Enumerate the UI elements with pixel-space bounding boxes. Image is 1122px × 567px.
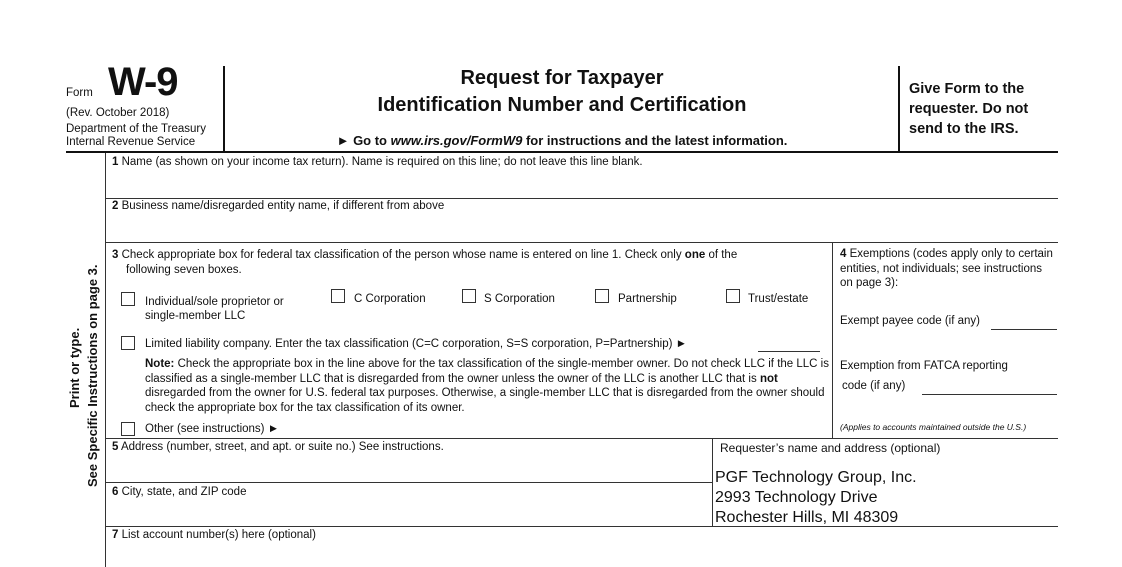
s-corp-checkbox[interactable] bbox=[462, 289, 476, 303]
fatca-input[interactable] bbox=[922, 394, 1057, 395]
fatca-label-line1: Exemption from FATCA reporting bbox=[840, 360, 1008, 372]
line3-bottom bbox=[105, 438, 1058, 439]
trust-checkbox[interactable] bbox=[726, 289, 740, 303]
exempt-payee-label: Exempt payee code (if any) bbox=[840, 315, 980, 327]
form-name: W-9 bbox=[108, 60, 178, 104]
line1-label: 1 Name (as shown on your income tax return). Name is required on this line; do not leave this line blank. bbox=[112, 156, 643, 168]
individual-checkbox[interactable] bbox=[121, 292, 135, 306]
form-title-line2: Identification Number and Certification bbox=[377, 94, 747, 116]
other-label: Other (see instructions) ► bbox=[145, 423, 280, 435]
llc-classification-input[interactable] bbox=[758, 351, 820, 352]
give-form-note: Give Form to the requester. Do not send to the IRS. bbox=[909, 81, 1029, 137]
agency: Internal Revenue Service bbox=[66, 136, 196, 148]
requester-name[interactable]: PGF Technology Group, Inc. bbox=[715, 469, 917, 486]
line6-label: 6 City, state, and ZIP code bbox=[112, 486, 247, 498]
s-corp-label: S Corporation bbox=[484, 293, 555, 305]
line7-label: 7 List account number(s) here (optional) bbox=[112, 529, 316, 541]
side-text-print: Print or type. bbox=[67, 327, 82, 408]
llc-note: Note: Check the appropriate box in the line above for the tax classification of the single-member owner. Do not check LLC if the LLC is classified as a single-member LLC that is disregarded from the owner unless the owner of the LLC is another LLC that is not disregarded from the owner for U.S. federal tax purposes. Otherwise, a single-member LLC that is disregarded from the owner should check the appropriate box for the tax classification of its owner. bbox=[145, 358, 829, 414]
requester-label: Requester’s name and address (optional) bbox=[720, 441, 941, 455]
form-title-line1: Request for Taxpayer bbox=[460, 67, 664, 89]
revision: (Rev. October 2018) bbox=[66, 107, 170, 119]
other-checkbox[interactable] bbox=[121, 422, 135, 436]
goto-suffix: for instructions and the latest information. bbox=[525, 133, 788, 148]
form-label: Form bbox=[66, 87, 93, 99]
partnership-label: Partnership bbox=[618, 293, 677, 305]
header-divider-right bbox=[898, 66, 900, 151]
side-text-instructions: See Specific Instructions on page 3. bbox=[85, 264, 100, 487]
individual-label: Individual/sole proprietor or single-member LLC bbox=[145, 296, 284, 322]
department: Department of the Treasury bbox=[66, 123, 206, 135]
llc-checkbox[interactable] bbox=[121, 336, 135, 350]
line2-label: 2 Business name/disregarded entity name, if different from above bbox=[112, 200, 445, 212]
c-corp-label: C Corporation bbox=[354, 293, 426, 305]
fatca-applies-note: (Applies to accounts maintained outside the U.S.) bbox=[840, 422, 1027, 432]
llc-label: Limited liability company. Enter the tax classification (C=C corporation, S=S corporation, P=Partnership) ► bbox=[145, 338, 688, 350]
goto-prefix: Go to bbox=[353, 133, 387, 148]
header-bottom-rule bbox=[66, 151, 1058, 153]
line1-bottom bbox=[105, 198, 1058, 199]
line3-label: 3 Check appropriate box for federal tax classification of the person whose name is entered on line 1. Check only one of the following seven boxes. bbox=[112, 249, 738, 276]
trust-label: Trust/estate bbox=[748, 293, 809, 305]
irs-link[interactable]: www.irs.gov/FormW9 bbox=[390, 133, 523, 148]
line6-bottom bbox=[105, 526, 1058, 527]
goto-instructions bbox=[225, 133, 899, 148]
requester-street[interactable]: 2993 Technology Drive bbox=[715, 489, 878, 506]
line2-bottom bbox=[105, 242, 1058, 243]
c-corp-checkbox[interactable] bbox=[331, 289, 345, 303]
fatca-label-line2: code (if any) bbox=[842, 380, 906, 392]
partnership-checkbox[interactable] bbox=[595, 289, 609, 303]
side-divider bbox=[105, 153, 106, 567]
line5-label: 5 Address (number, street, and apt. or suite no.) See instructions. bbox=[112, 441, 444, 453]
arrow-right-icon: ► bbox=[336, 133, 350, 148]
line4-label: 4 Exemptions (codes apply only to certain entities, not individuals; see instructions on page 3): bbox=[840, 248, 1053, 289]
line5-bottom bbox=[105, 482, 712, 483]
requester-city[interactable]: Rochester Hills, MI 48309 bbox=[715, 509, 899, 526]
exempt-payee-input[interactable] bbox=[991, 329, 1057, 330]
requester-divider bbox=[712, 438, 713, 526]
